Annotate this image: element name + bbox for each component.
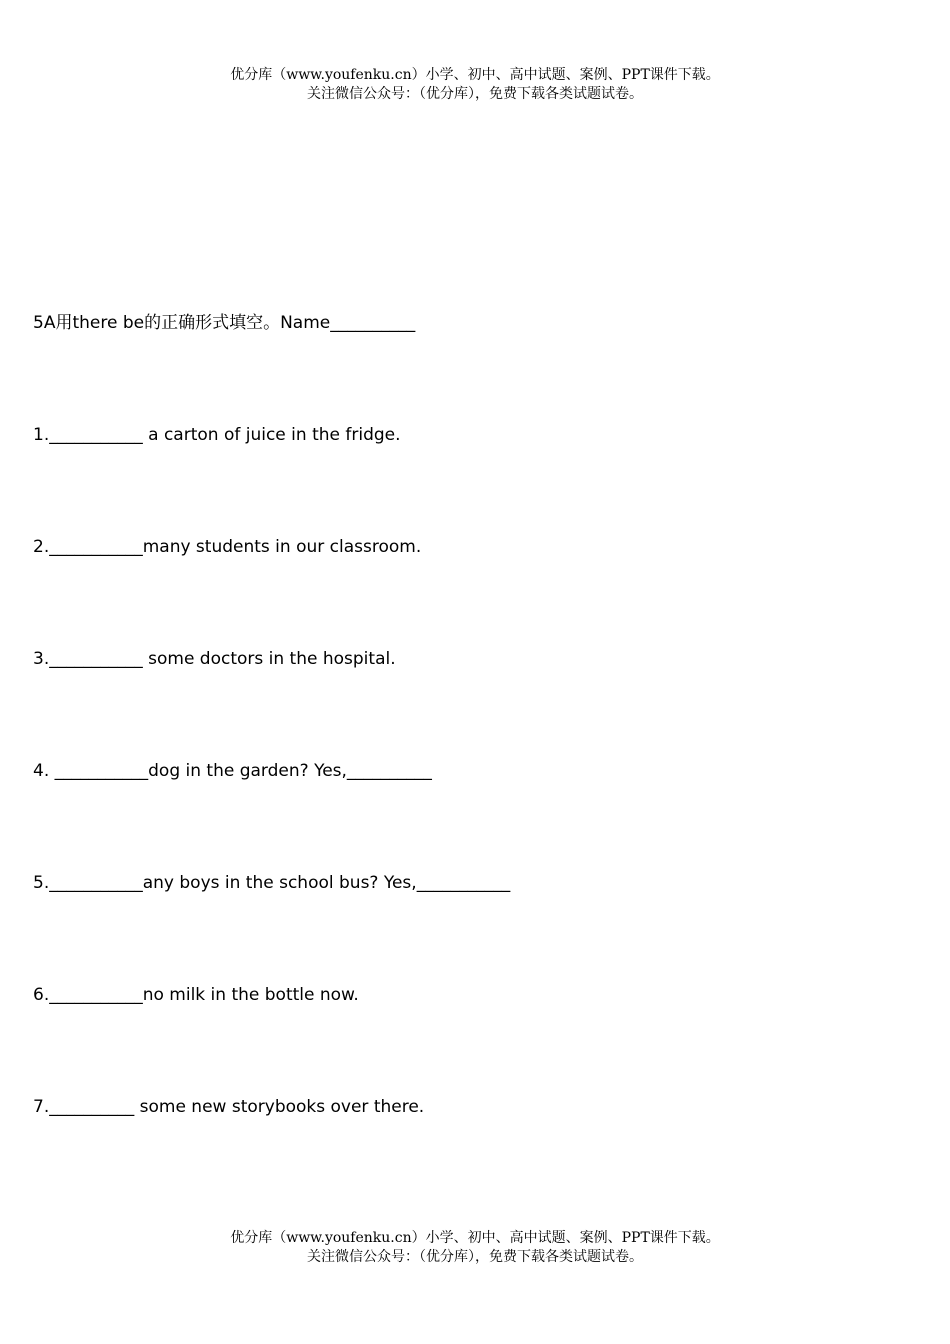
page-header xyxy=(0,66,950,104)
question-6: 6.___________no milk in the bottle now. xyxy=(33,985,359,1005)
title-prefix: 5A xyxy=(33,313,56,333)
header-line-1: 优分库（www.youfenku.cn）小学、初中、高中试题、案例、PPT课件下载。 xyxy=(230,67,720,83)
question-3: 3.___________ some doctors in the hospital. xyxy=(33,649,396,669)
title-instruction-part-2: 的正确形式填空。 xyxy=(144,313,281,333)
worksheet-title xyxy=(33,311,415,335)
question-2: 2.___________many students in our classroom. xyxy=(33,537,422,557)
question-4: 4. ___________dog in the garden? Yes,__________ xyxy=(33,761,432,781)
question-5: 5.___________any boys in the school bus? Yes,___________ xyxy=(33,873,511,893)
footer-line-2: 关注微信公众号：（优分库），免费下载各类试题试卷。 xyxy=(307,1249,643,1265)
footer-line-1: 优分库（www.youfenku.cn）小学、初中、高中试题、案例、PPT课件下载。 xyxy=(230,1230,720,1246)
name-field-label: Name__________ xyxy=(280,313,416,333)
question-7: 7.__________ some new storybooks over there. xyxy=(33,1097,425,1117)
title-instruction-part-1: 用 xyxy=(55,313,73,333)
title-phrase: there be xyxy=(72,313,145,333)
question-1: 1.___________ a carton of juice in the fridge. xyxy=(33,425,401,445)
page-footer xyxy=(0,1229,950,1267)
header-line-2: 关注微信公众号：（优分库），免费下载各类试题试卷。 xyxy=(307,86,643,102)
